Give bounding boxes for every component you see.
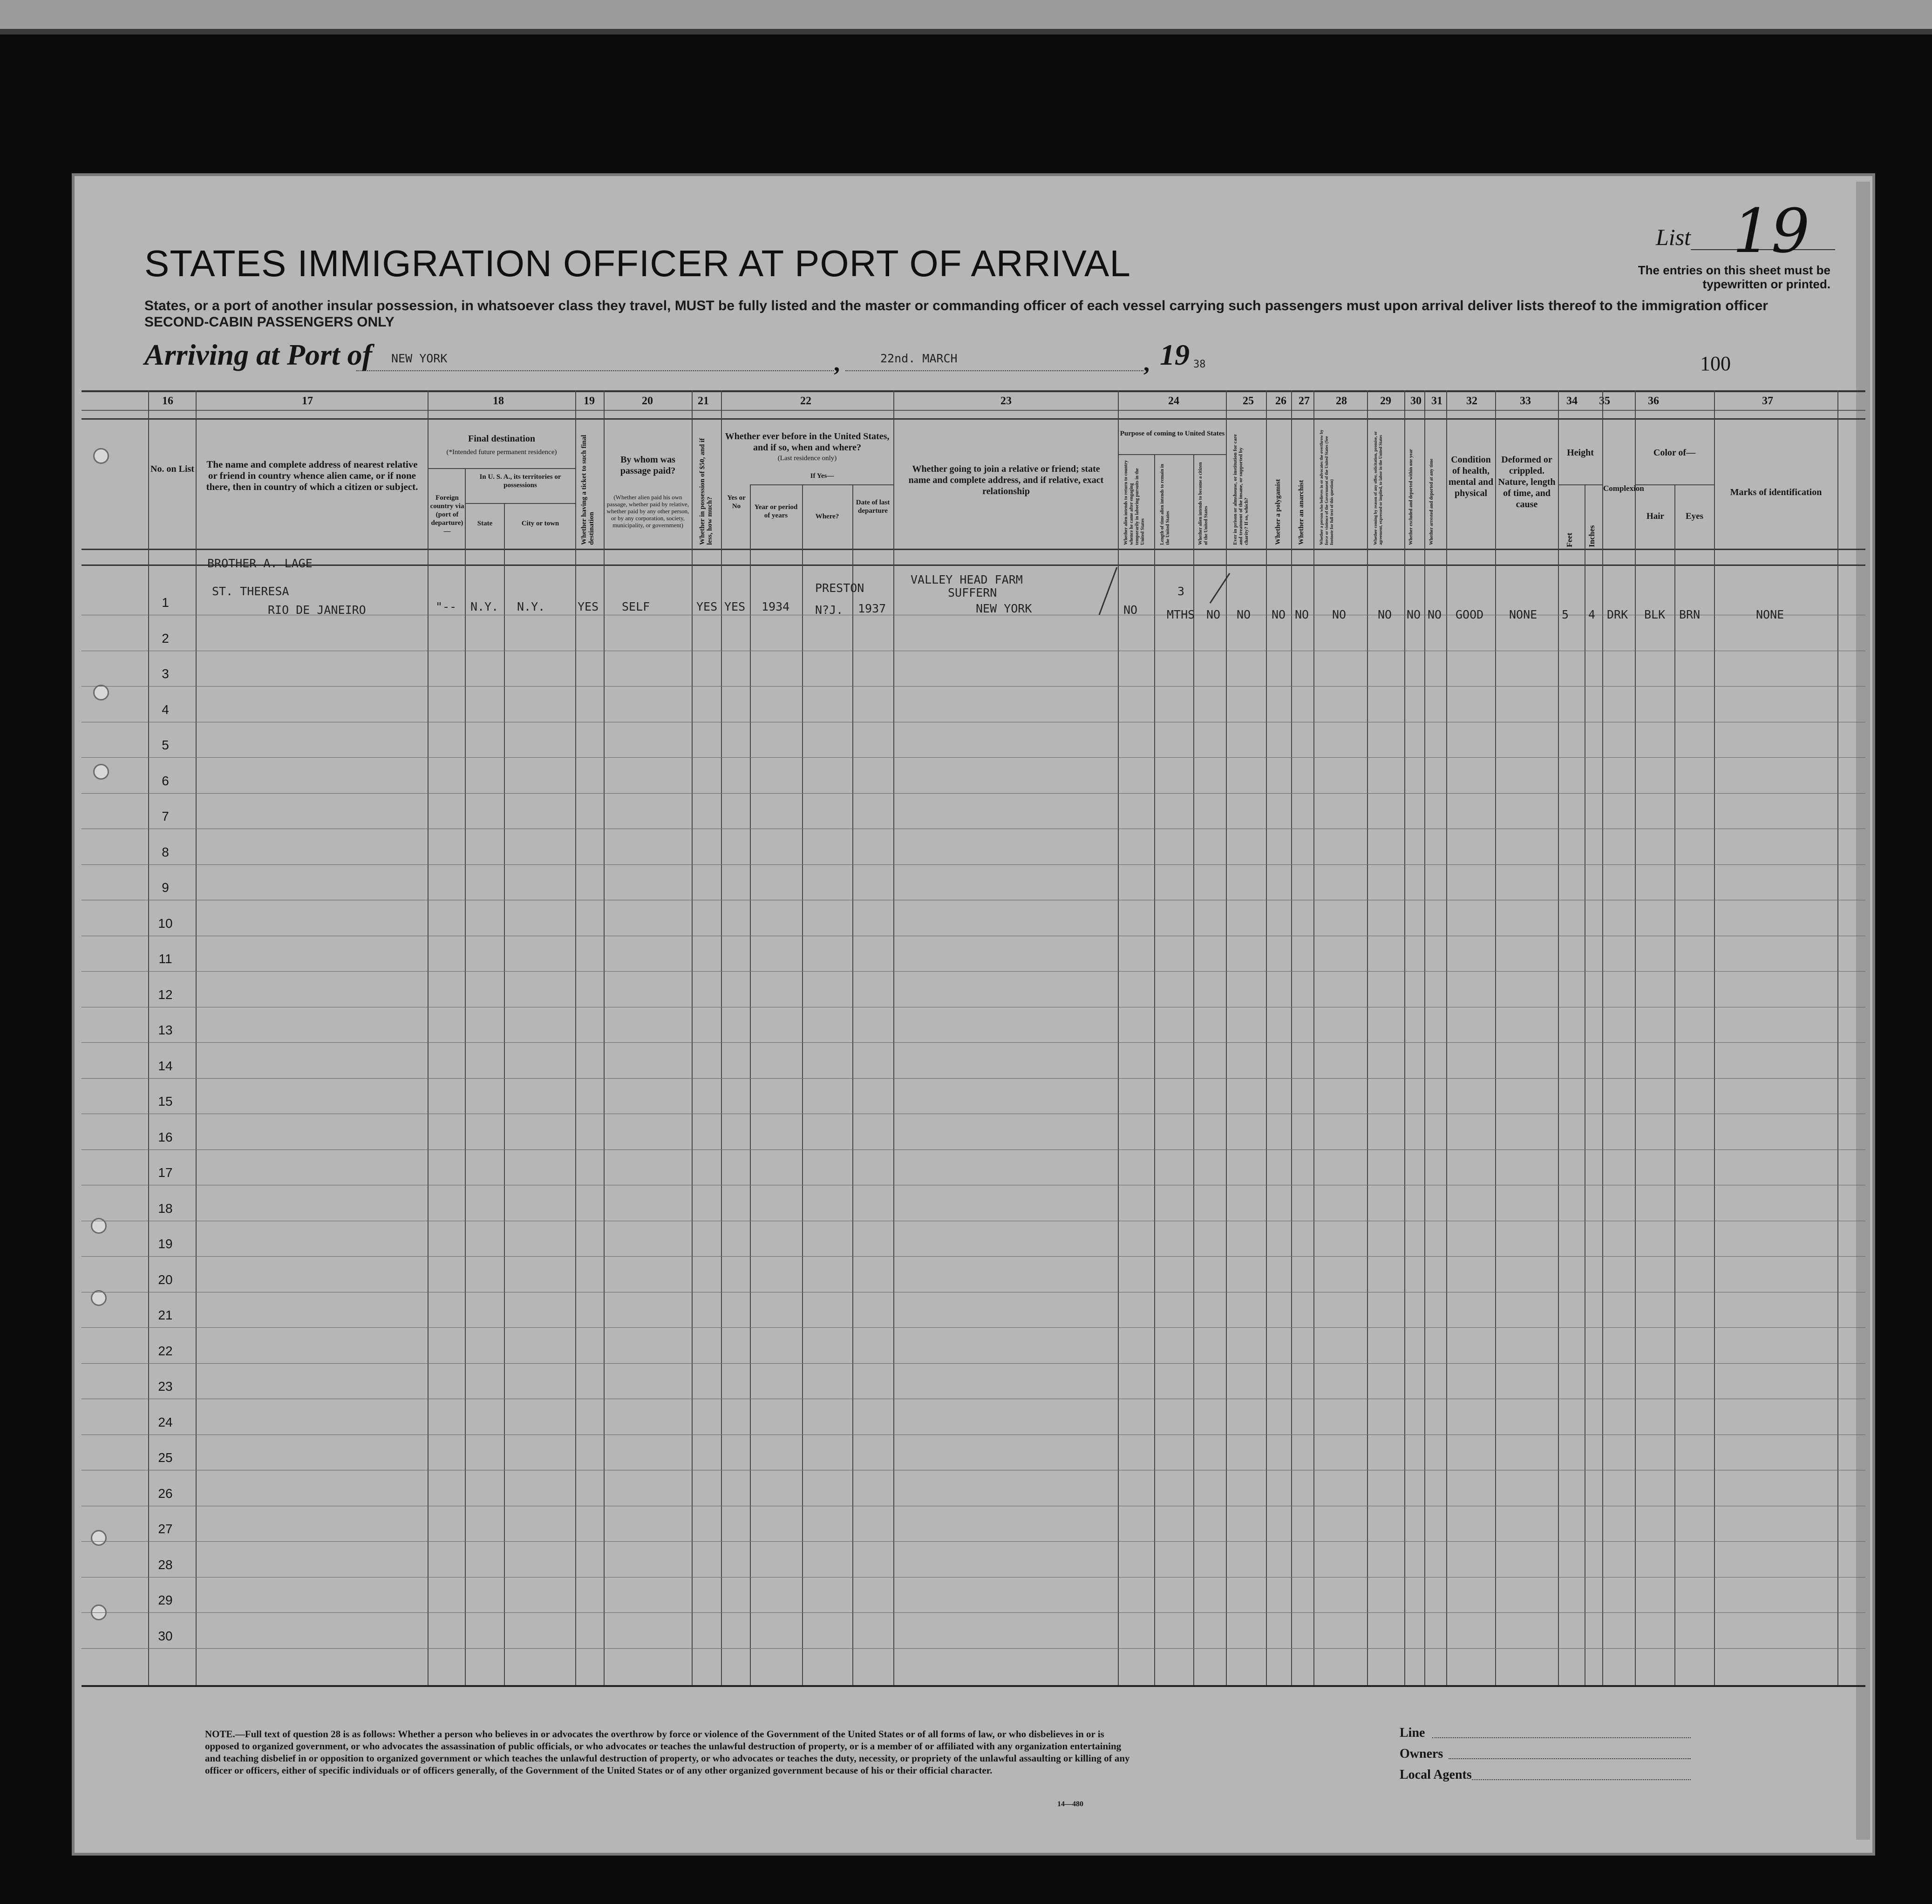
arriving-label: Arriving at Port of: [144, 338, 372, 371]
col-rule: [1367, 390, 1368, 1685]
ever-before-value: YES: [724, 600, 746, 613]
row-number: 2: [162, 631, 169, 646]
header-height: Height: [1567, 448, 1594, 458]
col-rule: [1602, 390, 1603, 1685]
header-city: City or town: [521, 520, 559, 527]
col-number-19: 19: [584, 395, 595, 407]
row-rule: [82, 1577, 1865, 1578]
subheader-rule: [750, 484, 893, 485]
row-rule: [82, 1078, 1865, 1079]
header-top-rule: [82, 418, 1865, 420]
agents-underline: [1472, 1779, 1691, 1780]
eyes-value: BRN: [1679, 608, 1701, 621]
header-state: State: [477, 520, 493, 527]
col-number-23: 23: [1000, 395, 1012, 407]
question-28-footnote: NOTE.—Full text of question 28 is as follows: Whether a person who believes in or advocates the overthrow by force or violence of the Government of the United States or of all forms of law, or who disbelieves in or is opposed to organized government, or who advocates the assassination of public officials, or who advocates or teaches the unlawful destruction of property, or is a member of or affiliated with any organization entertaining and teaching disbelief in or opposition to organized government or which teaches the unlawful destruction of property, or who advocates or teaches the duty, necessity, or propriety of the unlawful assaulting or killing of any officer or officers, either of specific individuals or of officers generally, of the Government of the United States or of any other organized government because of his or their official character.: [205, 1728, 1130, 1776]
owners-label: Owners: [1400, 1747, 1443, 1761]
comma-separator: ,: [1143, 350, 1150, 376]
sheet-number: 100: [1700, 352, 1731, 375]
header-complexion: Complexion: [1603, 484, 1644, 493]
row-number: 12: [158, 987, 173, 1002]
col-number-21: 21: [698, 395, 709, 407]
row-rule: [82, 1648, 1865, 1649]
header-excluded: Whether excluded and deported within one year: [1408, 449, 1414, 545]
header-going-to-join: Whether going to join a relative or friend; state name and complete address, and if relative, exact relationship: [908, 464, 1104, 496]
foreign-via-value: "--: [435, 600, 457, 613]
col-rule: [1558, 390, 1559, 1685]
state-value: N.Y.: [470, 600, 499, 613]
header-passage-paid: By whom was passage paid?: [620, 455, 676, 476]
col-number-27: 27: [1299, 395, 1310, 407]
row-number: 6: [162, 774, 169, 788]
header-possession-50: Whether in possession of $50, and if less, how much?: [699, 438, 714, 545]
header-purpose: Purpose of coming to United States: [1120, 430, 1225, 437]
col-rule: [196, 390, 197, 1685]
binder-hole-icon: [93, 685, 109, 700]
header-in-usa: In U. S. A., its territories or possessions: [479, 473, 561, 489]
col-number-33: 33: [1520, 395, 1531, 407]
col-number-32: 32: [1466, 395, 1477, 407]
join-line2: SUFFERN: [948, 586, 997, 599]
line-label: Line: [1400, 1726, 1425, 1740]
header-health: Condition of health, mental and physical: [1448, 455, 1494, 498]
col-rule: [1266, 390, 1267, 1685]
row-number: 15: [158, 1094, 173, 1108]
binder-hole-icon: [91, 1530, 107, 1546]
local-agents-label: Local Agents: [1400, 1768, 1472, 1782]
complexion-value: DRK: [1607, 608, 1628, 621]
binder-hole-icon: [91, 1290, 107, 1306]
col-rule: [802, 484, 803, 1685]
row-rule: [82, 1042, 1865, 1043]
excluded-value: NO: [1407, 608, 1421, 621]
col-rule: [1495, 390, 1496, 1685]
col-rule: [504, 503, 505, 1685]
header-yes-no: Yes or No: [727, 494, 746, 510]
scanner-top-shadow: [0, 29, 1932, 34]
row-number: 22: [158, 1344, 173, 1358]
header-length-of-stay: Length of time alien intends to remain in the United States: [1160, 464, 1170, 545]
header-anarchist: Whether an anarchist: [1298, 480, 1305, 545]
col-rule: [1635, 390, 1636, 1685]
row-number: 29: [158, 1593, 173, 1607]
header-color-of: Color of—: [1653, 448, 1696, 458]
binder-hole-icon: [93, 448, 109, 464]
entries-note: The entries on this sheet must be typewritten or printed.: [1638, 263, 1830, 291]
relative-line2: ST. THERESA: [212, 585, 289, 598]
row-number: 20: [158, 1272, 173, 1287]
col-number-25: 25: [1243, 395, 1254, 407]
col-rule: [1193, 454, 1194, 1685]
list-number: 19: [1733, 196, 1810, 266]
header-eyes: Eyes: [1686, 511, 1703, 521]
col-number-29: 29: [1380, 395, 1391, 407]
header-feet: Feet: [1565, 532, 1574, 547]
passage-paid-value: SELF: [622, 600, 650, 613]
header-deported: Whether arrested and deported at any time: [1429, 458, 1434, 545]
length-stay-unit: MTHS: [1167, 608, 1195, 621]
row-rule: [82, 1541, 1865, 1542]
row-rule: [82, 757, 1865, 758]
overthrow-value: NO: [1332, 608, 1347, 621]
col-number-31: 31: [1431, 395, 1442, 407]
row-number: 21: [158, 1308, 173, 1322]
row-number: 3: [162, 666, 169, 681]
subheader-rule: [1558, 484, 1602, 485]
header-polygamist: Whether a polygamist: [1274, 479, 1282, 545]
col-rule: [750, 484, 751, 1685]
comma-separator: ,: [834, 350, 840, 376]
row-rule: [82, 864, 1865, 865]
row-number: 19: [158, 1237, 173, 1251]
return-temp-value: NO: [1123, 603, 1138, 617]
col-rule: [852, 484, 853, 1685]
col-number-26: 26: [1275, 395, 1286, 407]
row-rule: [82, 1256, 1865, 1257]
join-line3: NEW YORK: [976, 602, 1032, 615]
col-rule: [1404, 390, 1405, 1685]
col-number-16: 16: [162, 395, 173, 407]
col-number-22: 22: [800, 395, 811, 407]
col-rule: [1424, 390, 1425, 1685]
row-number: 18: [158, 1201, 173, 1216]
hair-value: BLK: [1644, 608, 1666, 621]
row-number: 10: [158, 916, 173, 931]
deformed-value: NONE: [1509, 608, 1537, 621]
col-number-17: 17: [302, 395, 313, 407]
header-if-yes: If Yes—: [810, 472, 834, 480]
row-rule: [82, 1327, 1865, 1328]
join-line1: VALLEY HEAD FARM: [911, 573, 1023, 586]
row-number: 9: [162, 880, 169, 895]
header-return-temporarily: Whether alien intends to return to country whence he came after engaging temporarily in laboring pursuits in the United States: [1123, 460, 1145, 545]
line-underline: [1432, 1737, 1691, 1738]
row-number: 13: [158, 1023, 173, 1037]
row-number: 28: [158, 1557, 173, 1572]
row-number: 25: [158, 1450, 173, 1465]
col-rule: [1674, 484, 1675, 1685]
row-number: 23: [158, 1379, 173, 1394]
port-underline: [356, 370, 834, 371]
col-rule: [721, 390, 722, 1685]
header-ticket: Whether having a ticket to such final destination: [580, 435, 595, 545]
header-deformed: Deformed or crippled. Nature, length of time, and cause: [1498, 455, 1556, 510]
row-number: 14: [158, 1059, 173, 1073]
header-hair: Hair: [1646, 511, 1664, 521]
list-label: List: [1656, 224, 1691, 250]
subheader-rule: [428, 468, 575, 469]
binder-hole-icon: [93, 764, 109, 780]
header-nearest-relative: The name and complete address of nearest relative or friend in country whence alien came, or if none there, then in country of which a citizen or subject.: [206, 459, 418, 492]
col-rule: [1291, 390, 1292, 1685]
col-rule: [1837, 390, 1838, 1685]
header-last-departure: Date of last departure: [856, 499, 890, 515]
possession-50-value: YES: [696, 600, 718, 613]
col-rule: [575, 390, 576, 1685]
subheader-rule: [1635, 484, 1714, 485]
last-departure-value: 1937: [858, 602, 886, 615]
date-value: 22nd. MARCH: [880, 352, 958, 365]
check-mark-icon: [1095, 564, 1122, 619]
col-number-30: 30: [1410, 395, 1422, 407]
row-rule: [82, 1612, 1865, 1613]
header-ever-before-sub: (Last residence only): [777, 455, 837, 462]
header-foreign-country: Foreign country via (port of departure)—: [430, 494, 464, 535]
form-code: 14—480: [1057, 1800, 1083, 1808]
col-rule: [1313, 390, 1314, 1685]
subheader-rule: [465, 503, 575, 504]
header-final-destination-sub: (*Intended future permanent residence): [446, 449, 557, 456]
row-number: 30: [158, 1629, 173, 1643]
height-inches-value: 4: [1588, 608, 1596, 621]
relative-line3: RIO DE JANEIRO: [268, 603, 366, 617]
year-suffix: 38: [1193, 359, 1206, 370]
height-feet-value: 5: [1562, 608, 1569, 621]
date-underline: [845, 370, 1143, 371]
port-value: NEW YORK: [391, 352, 448, 365]
col-rule: [1154, 454, 1155, 1685]
col-number-18: 18: [493, 395, 504, 407]
row-number: 1: [162, 595, 169, 610]
header-become-citizen: Whether alien intends to become a citizen of the United States: [1198, 462, 1209, 545]
col-rule: [1714, 390, 1715, 1685]
row-rule: [82, 793, 1865, 794]
row-rule: [82, 971, 1865, 972]
ticket-value: YES: [578, 600, 599, 613]
passenger-class-line: SECOND-CABIN PASSENGERS ONLY: [144, 314, 395, 330]
row-rule: [82, 1149, 1865, 1150]
where-line2: N?J.: [815, 603, 844, 617]
row-number: 11: [158, 952, 172, 966]
header-no-on-list: No. on List: [150, 464, 194, 474]
year-prefix: 19: [1160, 338, 1190, 371]
prison-value: NO: [1237, 608, 1251, 621]
where-line1: PRESTON: [815, 581, 864, 595]
row-number: 26: [158, 1486, 173, 1501]
row-rule: [82, 1363, 1865, 1364]
col-number-20: 20: [642, 395, 653, 407]
col-number-34: 34: [1566, 395, 1578, 407]
header-prison: Ever in prison or almshouse, or institution for care and treatment of the insane, or supported by charity? If so, which?: [1232, 434, 1249, 545]
check-mark-icon: [1206, 571, 1234, 608]
anarchist-value: NO: [1295, 608, 1309, 621]
col-rule: [428, 390, 429, 1685]
year-value: 1934: [762, 600, 790, 613]
row-number: 27: [158, 1522, 173, 1536]
row-number: 17: [158, 1165, 173, 1180]
contract-labor-value: NO: [1378, 608, 1392, 621]
col-rule: [604, 390, 605, 1685]
header-bottom-rule: [82, 549, 1865, 550]
row-number: 8: [162, 845, 169, 859]
city-value: N.Y.: [517, 600, 545, 613]
polygamist-value: NO: [1272, 608, 1286, 621]
col-number-28: 28: [1336, 395, 1347, 407]
header-final-destination: Final destination: [468, 434, 535, 444]
header-year: Year or period of years: [754, 503, 798, 519]
col-number-24: 24: [1168, 395, 1179, 407]
row-number: 5: [162, 738, 169, 752]
row-rule: [82, 686, 1865, 687]
col-rule: [692, 390, 693, 1685]
header-ever-before: Whether ever before in the United States, and if so, when and where?: [725, 431, 890, 453]
column-number-rule: [82, 410, 1865, 411]
deported-value: NO: [1428, 608, 1442, 621]
first-row-rule: [82, 564, 1865, 566]
col-number-37: 37: [1762, 395, 1773, 407]
sheet-stack-edge: [1856, 182, 1870, 1840]
citizen-value: NO: [1206, 608, 1221, 621]
row-number: 24: [158, 1415, 173, 1429]
col-number-35: 35: [1599, 395, 1610, 407]
header-marks: Marks of identification: [1730, 487, 1822, 497]
table-top-rule: [82, 390, 1865, 392]
health-value: GOOD: [1456, 608, 1484, 621]
row-number: 7: [162, 809, 169, 823]
header-overthrow: Whether a person who believes in or advocates the overthrow by force or violence of the Government of the United States (See footnote for full text of this question): [1319, 429, 1334, 545]
table-bottom-rule: [82, 1685, 1865, 1687]
col-rule: [1446, 390, 1447, 1685]
marks-value: NONE: [1756, 608, 1784, 621]
page-title: STATES IMMIGRATION OFFICER AT PORT OF ARRIVAL: [144, 243, 1131, 284]
row-number: 16: [158, 1130, 173, 1144]
header-instruction: States, or a port of another insular possession, in whatsoever class they travel, MUST be fully listed and the master or commanding officer of each vessel carrying such passengers must upon arrival deliver lists thereof to the immigration officer: [144, 298, 1768, 313]
header-contract-labor: Whether coming by reason of any offer, solicitation, promise, or agreement, expressed or implied, to labor in the United States: [1373, 431, 1383, 545]
col-rule: [893, 390, 894, 1685]
owners-underline: [1449, 1758, 1691, 1759]
header-inches: Inches: [1587, 525, 1596, 547]
header-passage-paid-sub: (Whether alien paid his own passage, whether paid by relative, whether paid by any other person, or by any corporation, society, municipality, or government): [606, 494, 689, 529]
subheader-rule: [1118, 454, 1226, 455]
length-stay-number: 3: [1177, 585, 1185, 598]
header-where: Where?: [815, 513, 839, 520]
relative-line1: BROTHER A. LAGE: [207, 557, 313, 570]
scanner-top-band: [0, 0, 1932, 29]
row-number: 4: [162, 702, 169, 717]
col-number-36: 36: [1648, 395, 1659, 407]
